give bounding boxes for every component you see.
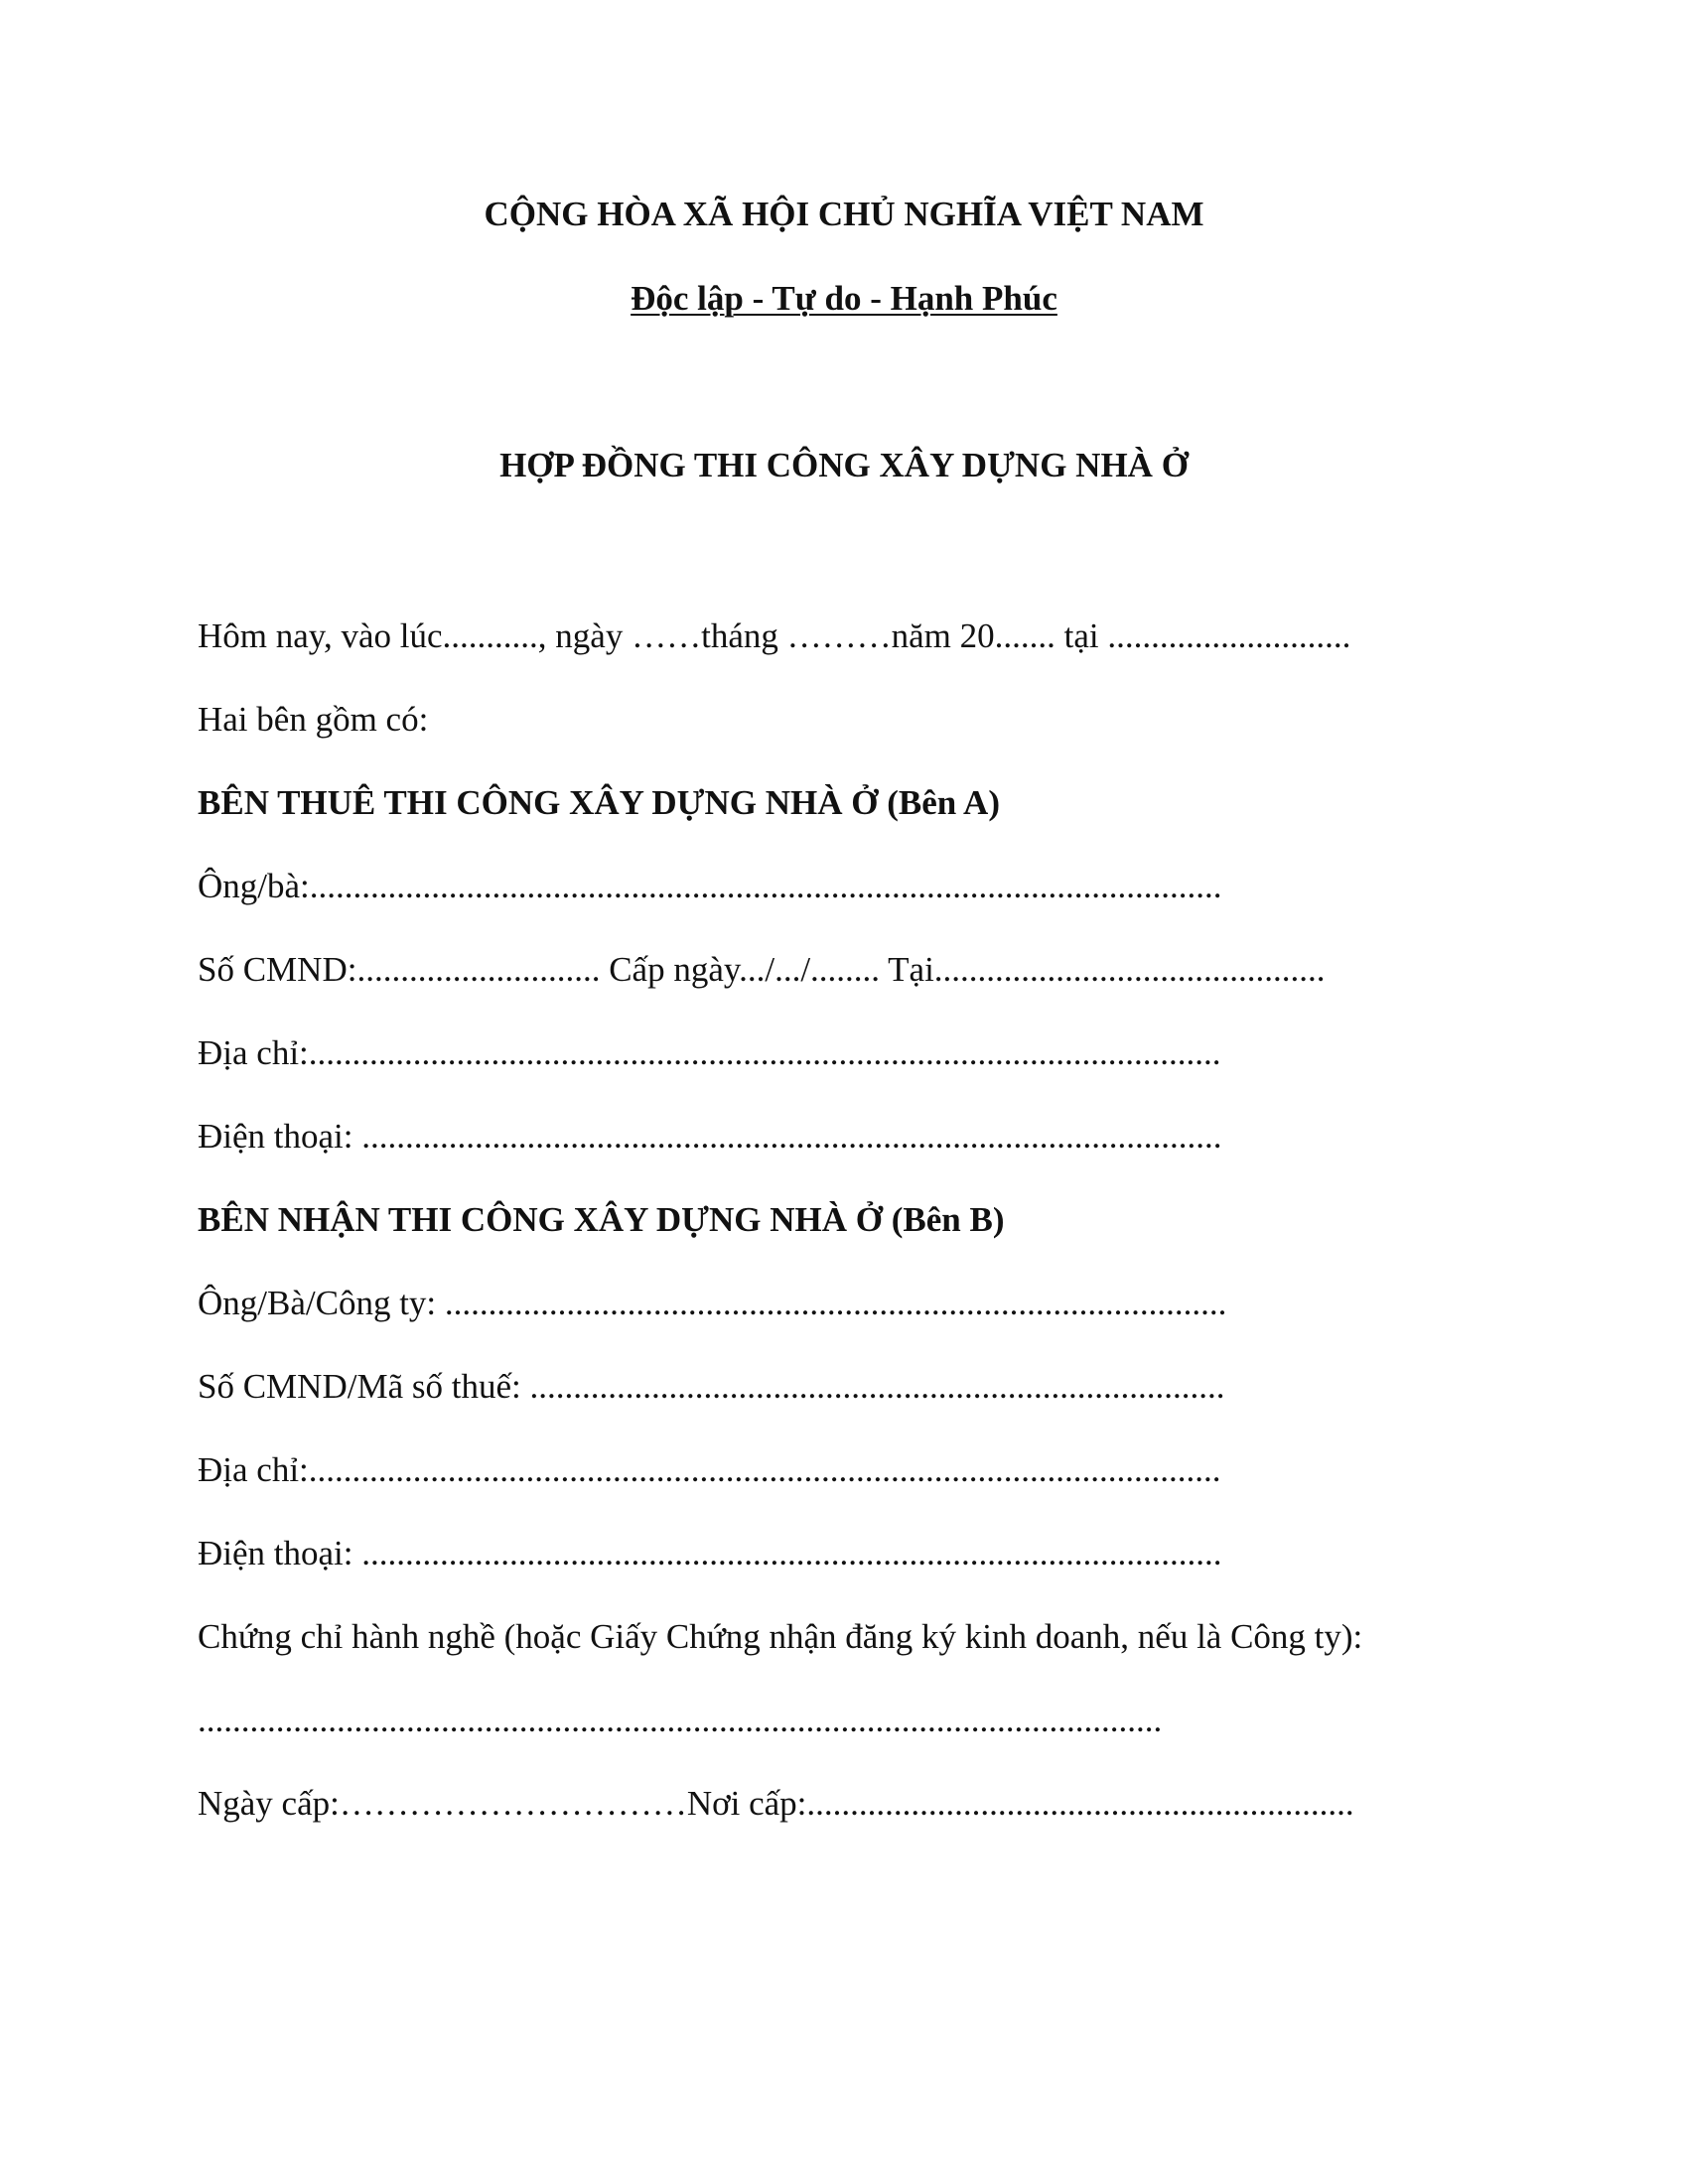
party-b-address-line: Địa chỉ:.........................................................................................................: [198, 1450, 1221, 1489]
party-a-name-line: Ông/bà:.........................................................................................................: [198, 867, 1222, 905]
party-a-id-line: Số CMND:............................ Cấp ngày.../.../........ Tại.............................................: [198, 950, 1326, 989]
party-b-license-blank: ...............................................................................................................: [198, 1701, 1163, 1739]
parties-intro: Hai bên gồm có:: [198, 700, 429, 739]
party-a-heading: BÊN THUÊ THI CÔNG XÂY DỰNG NHÀ Ở (Bên A): [198, 783, 1000, 822]
date-line: Hôm nay, vào lúc..........., ngày ……tháng ………năm 20....... tại ............................: [198, 616, 1351, 655]
party-b-heading: BÊN NHẬN THI CÔNG XÂY DỰNG NHÀ Ở (Bên B): [198, 1200, 1005, 1239]
party-a-phone-line: Điện thoại: ...................................................................................................: [198, 1117, 1222, 1156]
party-b-tax-line: Số CMND/Mã số thuế: ................................................................................: [198, 1367, 1225, 1406]
contract-title: HỢP ĐỒNG THI CÔNG XÂY DỰNG NHÀ Ở: [499, 446, 1189, 484]
party-b-issue-line: Ngày cấp:…………………………Nơi cấp:...............................................................: [198, 1784, 1354, 1823]
party-b-license-line: Chứng chỉ hành nghề (hoặc Giấy Chứng nhận đăng ký kinh doanh, nếu là Công ty):: [198, 1617, 1363, 1656]
party-a-address-line: Địa chỉ:.........................................................................................................: [198, 1033, 1221, 1072]
national-motto: Độc lập - Tự do - Hạnh Phúc: [631, 279, 1057, 318]
national-title: CỘNG HÒA XÃ HỘI CHỦ NGHĨA VIỆT NAM: [484, 195, 1204, 233]
party-b-name-line: Ông/Bà/Công ty: ..........................................................................................: [198, 1284, 1227, 1322]
party-b-phone-line: Điện thoại: ...................................................................................................: [198, 1534, 1222, 1572]
